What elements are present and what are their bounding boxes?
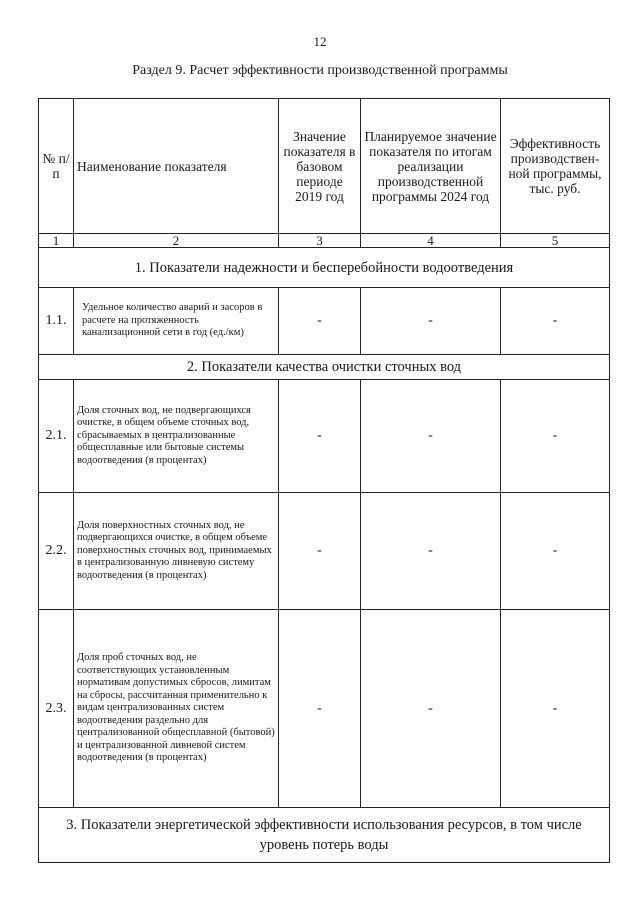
group-title: 2. Показатели качества очистки сточных вод [39,355,610,380]
column-number: 2 [74,234,279,248]
row-number: 1.1. [39,288,74,355]
group-header-1 [39,248,610,288]
row-efficiency: - [501,610,610,808]
column-number: 5 [501,234,610,248]
header-row [39,99,610,234]
page-number: 12 [313,34,327,49]
group-header-2 [39,355,610,380]
row-number: 2.2. [39,493,74,610]
column-number: 4 [361,234,501,248]
row-base-value: - [279,610,361,808]
row-efficiency: - [501,380,610,493]
table-row [39,493,610,610]
table-row [39,610,610,808]
row-planned-value: - [361,380,501,493]
row-base-value: - [279,493,361,610]
header-efficiency: Эффективность производствен-ной программы, тыс. руб. [501,99,610,234]
row-number: 2.3. [39,610,74,808]
section-title: Раздел 9. Расчет эффективности производственной программы [132,63,508,78]
column-number: 1 [39,234,74,248]
header-base-value: Значение показателя в базовом периоде 2019 год [279,99,361,234]
column-numbers-row [39,234,610,248]
row-efficiency: - [501,288,610,355]
row-planned-value: - [361,288,501,355]
table-row [39,380,610,493]
header-planned-value: Планируемое значение показателя по итогам реализации производственной программы 2024 год [361,99,501,234]
row-name: Доля поверхностных сточных вод, не подвергающихся очистке, в общем объеме поверхностных сточных вод, принимаемых в централизованную ливневую систему водоотведения (в процентах) [74,493,279,610]
row-efficiency: - [501,493,610,610]
column-number: 3 [279,234,361,248]
row-base-value: - [279,288,361,355]
row-base-value: - [279,380,361,493]
table-row [39,288,610,355]
efficiency-table [38,98,610,863]
group-title: 1. Показатели надежности и бесперебойности водоотведения [39,248,610,288]
row-planned-value: - [361,610,501,808]
row-planned-value: - [361,493,501,610]
row-number: 2.1. [39,380,74,493]
row-name: Удельное количество аварий и засоров в расчете на протяженность канализационной сети в год (ед./км) [74,288,279,355]
group-title: 3. Показатели энергетической эффективности использования ресурсов, в том числе уровень потерь воды [39,808,610,863]
group-header-3 [39,808,610,863]
row-name: Доля проб сточных вод, не соответствующих установленным нормативам допустимых сбросов, лимитам на сбросы, рассчитанная применительно к видам централизованных систем водоотведения раздельно для централизованной общесплавной (бытовой) и централизованной ливневой систем водоотведения (в процентах) [74,610,279,808]
row-name: Доля сточных вод, не подвергающихся очистке, в общем объеме сточных вод, сбрасываемых в централизованные общесплавные или бытовые системы водоотведения (в процентах) [74,380,279,493]
header-num: № п/п [39,99,74,234]
header-name: Наименование показателя [74,99,279,234]
